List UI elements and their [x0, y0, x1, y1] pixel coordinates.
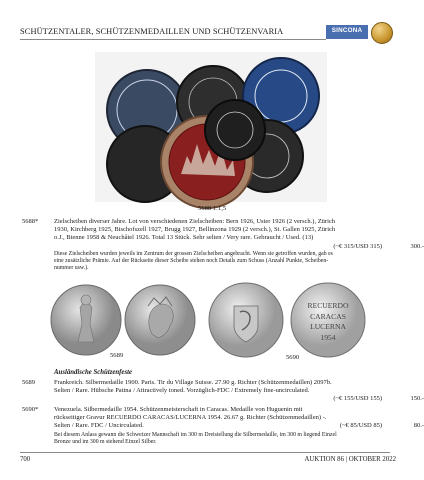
brand-logo-text: SINCONA	[331, 27, 363, 34]
medal-5690-reverse	[290, 282, 366, 358]
lot-entry	[22, 379, 424, 407]
lot-price: 300.-	[410, 242, 424, 250]
lot-description	[54, 218, 424, 251]
engraving-line: LUCERNA	[310, 322, 346, 331]
lot-price: 80.-	[413, 422, 424, 430]
header-rule	[20, 39, 326, 40]
lot-estimate-row	[54, 422, 424, 430]
lot-estimate-row	[54, 395, 424, 403]
lot-note	[54, 251, 374, 273]
lot-price: 150.-	[410, 395, 424, 403]
lot-line: Selten / Rare. FDC / Uncirculated.	[54, 422, 144, 430]
engraving-line: CARACAS	[310, 312, 346, 321]
lot-estimate: (~€ 85/USD 85)	[339, 422, 382, 430]
lot-line: Venezuela. Silbermedaille 1954. Schützenmeisterschaft in Caracas. Medaille von Huguenin mit	[54, 406, 303, 413]
lot-line: Selten / Rare. Hübsche Patina / Attractively toned. Vorzüglich-FDC / Extremely fine-uncirculated.	[54, 387, 310, 395]
lot-number: 5690*	[22, 406, 39, 413]
target-discs-image	[95, 52, 327, 202]
engraving-line: RECUERDO	[307, 301, 349, 310]
lot-note-line: Bronze und im 300 m stehend Einzel Silber.	[54, 439, 157, 446]
lot-number: 5688*	[22, 218, 39, 225]
lot-description	[54, 379, 424, 404]
medal-5690-obverse	[208, 282, 284, 358]
coin-label: 5689	[110, 352, 124, 359]
photo-caption: 5688 1:1,5	[198, 205, 227, 212]
brand-logo	[326, 25, 368, 39]
lot-line: o.J., Bienne 1958 & Neuchâtel 1926. Total 13 Stück. Sehr selten / Very rare. Gebraucht / Used. (13)	[54, 234, 314, 242]
lot-line: rückseitiger Gravur RECUERDO CARACAS/LUCERNA 1954. 26.67 g. Richter (Schützenmedaillen) -.	[54, 414, 327, 422]
medal-5689-obverse	[50, 284, 122, 356]
lot-estimate-row	[54, 242, 424, 251]
coin-photos	[50, 280, 380, 360]
lot-photo-targets	[95, 52, 327, 202]
lot-estimate: (~€ 155/USD 155)	[333, 395, 382, 403]
lot-line: 1930, Kirchberg 1925, Bischofszell 1927, Brugg 1927, Bellinzona 1929 (2 versch.), St. Gallen 1925, Zürich	[54, 226, 336, 234]
page-header	[20, 24, 390, 44]
lot-line: Zielscheiben diverser Jahre. Lot von verschiedenen Zielscheiben: Bern 1926, Uster 1926 (2 versch.), Zürich	[54, 218, 336, 225]
lot-note	[54, 432, 374, 446]
engraving-line: 1954	[320, 333, 336, 342]
lot-note-line: nummer usw.).	[54, 265, 89, 272]
lot-line: Frankreich. Silbermedaille 1900. Paris. Tir du Village Suisse. 27.90 g. Richter (Schützenmedaillen) 2097b.	[54, 379, 332, 386]
lot-estimate: (~€ 315/USD 315)	[333, 242, 382, 250]
lot-number: 5689	[22, 379, 35, 386]
lot-note-line: Diese Zielscheiben wurden jeweils im Zentrum der grossen Zielscheiben angebracht. Wenn sie getroffen wurden, gab es	[54, 251, 333, 257]
auction-info: AUKTION 86 | OKTOBER 2022	[304, 456, 396, 463]
lot-note-line: Bei diesem Anlass gewann die Schweizer Mannschaft im 300 m Dreistellung die Silbermedaille, im 300 m liegend Einzel	[54, 432, 337, 438]
footer-rule	[20, 452, 390, 453]
lot-description	[54, 406, 424, 431]
brand-coin-icon	[371, 22, 393, 44]
page-number: 700	[20, 456, 31, 463]
coin-label: 5690	[286, 354, 300, 361]
page-header-title: SCHÜTZENTALER, SCHÜTZENMEDAILLEN UND SCHÜTZENVARIA	[20, 27, 284, 36]
section-heading: Ausländische Schützenfeste	[54, 369, 132, 376]
lot-note-line: eine zusätzliche Prämie. Auf der Rückseite dieser Scheibe stehen noch Details zum Schuss (Anzahl Punkte, Scheiben-	[54, 258, 329, 265]
medal-5689-reverse	[124, 284, 196, 356]
